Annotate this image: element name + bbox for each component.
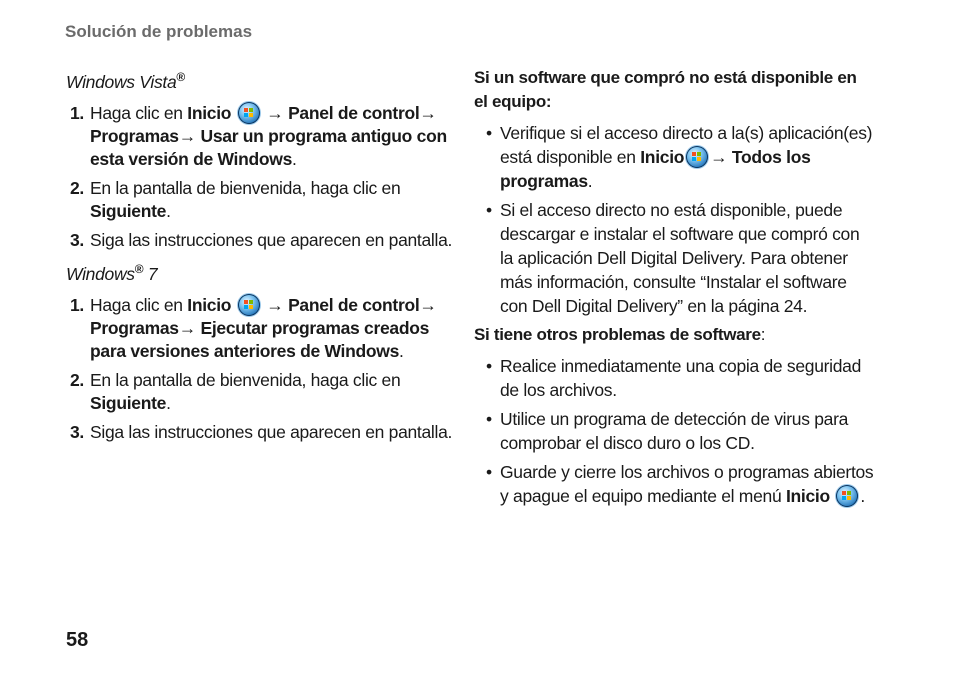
registered-mark: ® xyxy=(176,70,185,84)
windows-start-orb-icon xyxy=(238,294,260,316)
software-unavailable-heading: Si un software que compró no está disponible en el equipo: xyxy=(474,68,857,111)
win7-step-2: 2. En la pantalla de bienvenida, haga clic en Siguiente. xyxy=(70,369,401,413)
bullet-verify-shortcut: • Verifique si el acceso directo a la(s) aplicación(es) está disponible en Inicio → Todos los programas. xyxy=(486,123,873,191)
windows-start-orb-icon xyxy=(836,485,858,507)
running-header: Solución de problemas xyxy=(65,22,253,41)
bullet-save-shutdown: • Guarde y cierre los archivos o programas abiertos y apague el equipo mediante el menú Inicio . xyxy=(486,462,874,506)
windows-start-orb-icon xyxy=(686,146,708,168)
vista-steps xyxy=(66,102,456,252)
win7-step-1: 1. Haga clic en Inicio → Panel de control→ Programas→ Ejecutar programas creados para versiones anteriores de Windows. xyxy=(70,294,437,361)
windows-7-label: Windows® 7 xyxy=(66,261,158,284)
windows-start-orb-icon xyxy=(238,102,260,124)
bullet-backup: • Realice inmediatamente una copia de seguridad de los archivos. xyxy=(486,356,862,400)
vista-step-1: 1. Haga clic en Inicio → Panel de control→ Programas→ Usar un programa antiguo con esta versión de Windows. xyxy=(70,102,447,169)
vista-step-2: 2. En la pantalla de bienvenida, haga clic en Siguiente. xyxy=(70,177,401,221)
win7-step-3: 3. Siga las instrucciones que aparecen en pantalla. xyxy=(70,421,453,442)
windows-vista-label: Windows Vista® xyxy=(66,70,185,92)
vista-step-3: 3. Siga las instrucciones que aparecen en pantalla. xyxy=(70,229,453,250)
bullet-dell-digital-delivery: • Si el acceso directo no está disponible, puede descargar e instalar el software que compró con la aplicación Dell Digital Delivery. Para obtener más información, consulte “Instalar el software con Dell Digital Delivery” en la página 24. xyxy=(486,200,860,316)
other-problems-heading: Si tiene otros problemas de software: xyxy=(474,325,766,344)
left-column xyxy=(66,66,456,450)
software-unavailable-list xyxy=(474,121,874,318)
win7-steps xyxy=(66,294,456,444)
bullet-virus-scan: • Utilice un programa de detección de virus para comprobar el disco duro o los CD. xyxy=(486,409,849,453)
right-column xyxy=(474,66,874,513)
other-problems-list xyxy=(474,354,874,508)
page-number: 58 xyxy=(66,629,89,651)
registered-mark: ® xyxy=(134,261,144,276)
